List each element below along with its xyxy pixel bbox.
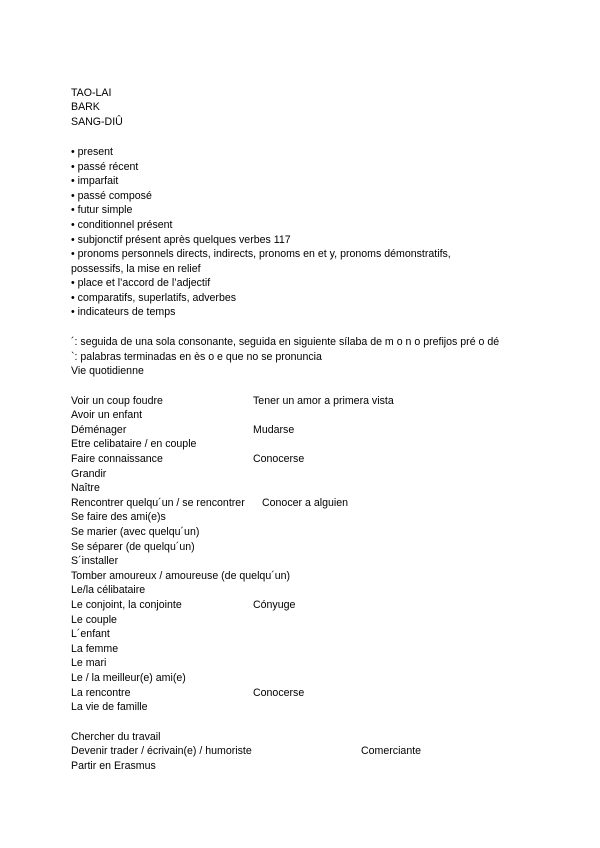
vocab-fr: Le mari <box>71 657 107 669</box>
vocab-fr: Voir un coup foudre <box>71 395 163 407</box>
header-line: SANG-DIÛ <box>71 116 123 128</box>
vocab-fr: La femme <box>71 643 119 655</box>
vocab-fr: Grandir <box>71 468 107 480</box>
vocab-fr: Déménager <box>71 424 127 436</box>
vocab-fr: Le couple <box>71 614 117 626</box>
vocab-es: Conocer a alguien <box>262 497 348 509</box>
work-es: Comerciante <box>361 745 422 757</box>
section-title: Vie quotidienne <box>71 365 144 377</box>
vocab-fr: Le conjoint, la conjointe <box>71 599 182 611</box>
vocab-es: Conocerse <box>253 687 305 699</box>
work-fr: Devenir trader / écrivain(e) / humoriste <box>71 745 252 757</box>
note-line: ´: seguida de una sola consonante, seguida en siguiente sílaba de m o n o prefijos pré o dé <box>71 336 500 348</box>
vocab-es: Tener un amor a primera vista <box>253 395 394 407</box>
vocab-fr: L´enfant <box>71 628 110 640</box>
vocab-es: Mudarse <box>253 424 295 436</box>
note-line: `: palabras terminadas en ès o e que no se pronuncia <box>71 351 322 363</box>
vocab-fr: S´installer <box>71 555 119 567</box>
vocab-fr: La vie de famille <box>71 701 148 713</box>
topic-item: • indicateurs de temps <box>71 306 176 318</box>
topic-item: • subjonctif présent après quelques verbes 117 <box>71 234 291 246</box>
vocab-fr: Naître <box>71 482 100 494</box>
vocab-fr: Le / la meilleur(e) ami(e) <box>71 672 186 684</box>
topic-item: • place et l’accord de l’adjectif <box>71 277 211 289</box>
topic-item: • pronoms personnels directs, indirects, pronoms en et y, pronoms démonstratifs, <box>71 248 451 260</box>
vocab-fr: Tomber amoureux / amoureuse (de quelqu´un) <box>71 570 291 582</box>
vocab-fr: Le/la célibataire <box>71 584 146 596</box>
topic-item: • comparatifs, superlatifs, adverbes <box>71 292 237 304</box>
topic-item: • futur simple <box>71 204 133 216</box>
vocab-fr: Rencontrer quelqu´un / se rencontrer <box>71 497 245 509</box>
topic-item: • conditionnel présent <box>71 219 173 231</box>
vocab-fr: La rencontre <box>71 687 131 699</box>
work-fr: Partir en Erasmus <box>71 760 156 772</box>
topic-item: • present <box>71 146 113 158</box>
vocab-es: Cónyuge <box>253 599 296 611</box>
topic-item: possessifs, la mise en relief <box>71 263 201 275</box>
topic-item: • imparfait <box>71 175 119 187</box>
topic-item: • passé composé <box>71 190 152 202</box>
vocab-fr: Etre celibataire / en couple <box>71 438 197 450</box>
work-fr: Chercher du travail <box>71 731 161 743</box>
vocab-fr: Se faire des ami(e)s <box>71 511 166 523</box>
vocab-fr: Se séparer (de quelqu´un) <box>71 541 195 553</box>
vocab-fr: Faire connaissance <box>71 453 163 465</box>
topic-item: • passé récent <box>71 161 139 173</box>
header-line: TAO-LAI <box>71 87 112 99</box>
vocab-es: Conocerse <box>253 453 305 465</box>
vocab-fr: Se marier (avec quelqu´un) <box>71 526 200 538</box>
header-line: BARK <box>71 101 100 113</box>
vocab-fr: Avoir un enfant <box>71 409 143 421</box>
